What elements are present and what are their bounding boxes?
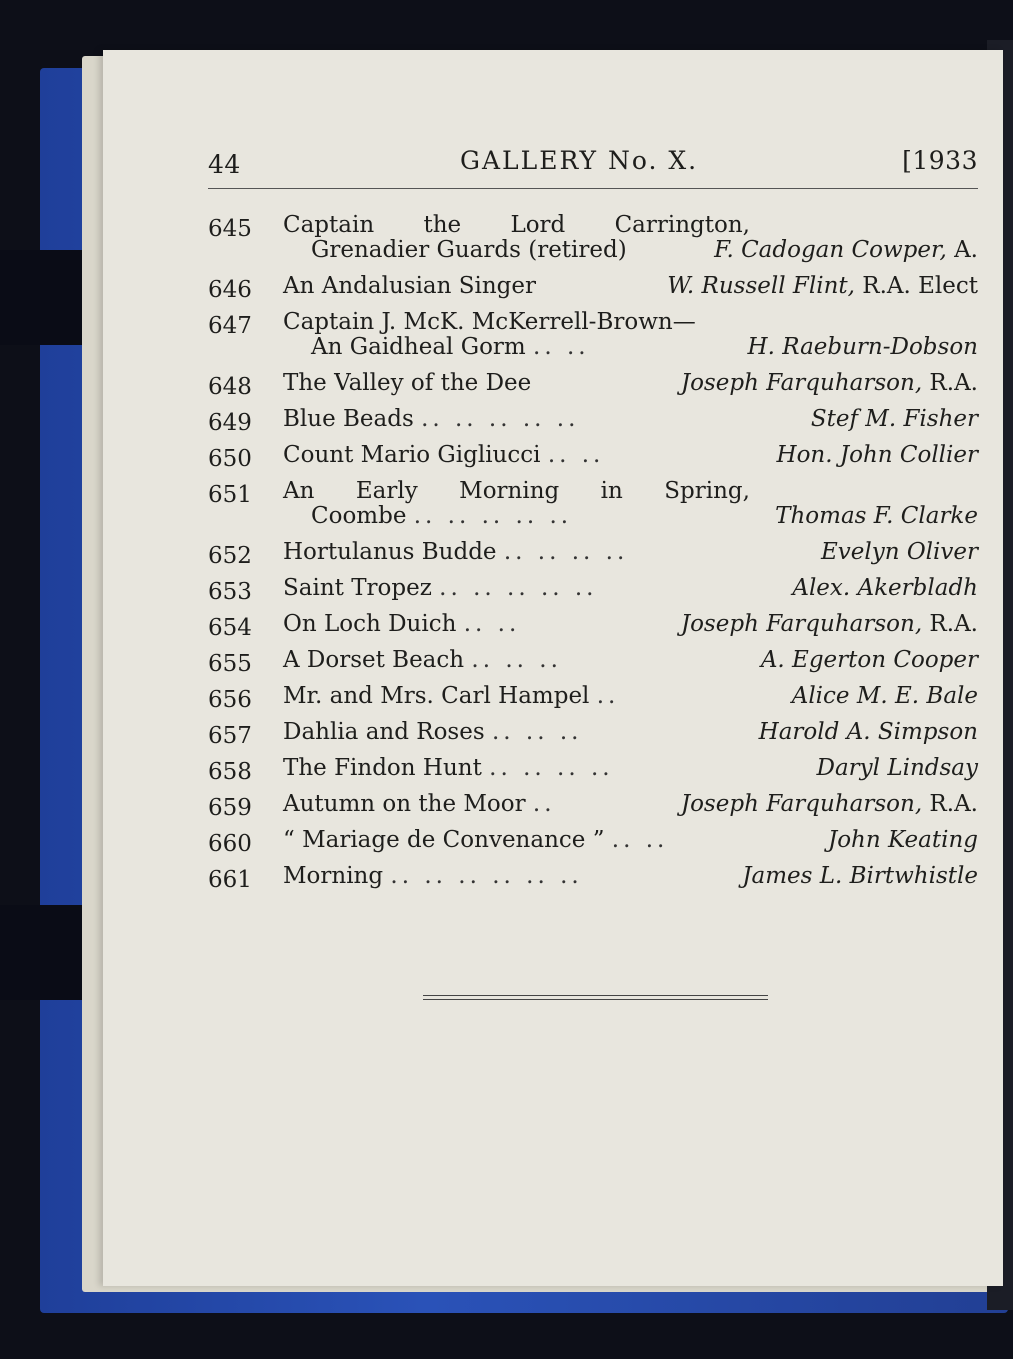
binding-strap-bottom — [0, 905, 92, 1000]
entry-title-line — [208, 684, 978, 709]
entry-number: 655 — [208, 651, 252, 677]
artist-name: John Keating — [827, 827, 978, 853]
entry-title: Hortulanus Budde — [283, 539, 497, 565]
artist-name: W. Russell Flint, — [667, 273, 855, 299]
catalogue-entry — [208, 755, 978, 785]
leader-dots: .. .. .. .. .. .. — [390, 863, 583, 889]
catalogue-entry — [208, 213, 978, 263]
entry-number: 656 — [208, 687, 252, 713]
catalogue-page — [103, 50, 1003, 1286]
leader-dots: .. .. .. — [471, 647, 562, 673]
entry-artist — [748, 335, 978, 360]
entry-title-line — [208, 648, 978, 673]
end-rule — [423, 995, 768, 1000]
entry-title: Saint Tropez — [283, 575, 432, 601]
entry-title: Morning — [283, 863, 384, 889]
catalogue-entry — [208, 370, 978, 400]
artist-name: Alex. Akerbladh — [792, 575, 978, 601]
entry-title: Dahlia and Roses — [283, 719, 485, 745]
artist-name: Joseph Farquharson, — [680, 370, 923, 396]
entry-artist — [777, 443, 978, 468]
entry-title: Captain J. McK. McKerrell-Brown— — [283, 309, 696, 335]
entry-number: 654 — [208, 615, 252, 641]
artist-name: Stef M. Fisher — [810, 406, 978, 432]
entry-artist — [681, 612, 978, 637]
leader-dots: .. .. — [533, 334, 590, 360]
entry-title: A Dorset Beach — [283, 647, 465, 673]
entry-artist — [681, 371, 978, 396]
entry-title: Mr. and Mrs. Carl Hampel — [283, 683, 590, 709]
artist-name: F. Cadogan Cowper, — [714, 237, 947, 263]
entry-number: 652 — [208, 543, 252, 569]
entry-title-line — [208, 828, 978, 853]
entry-title-line — [208, 576, 978, 601]
catalogue-entry — [208, 273, 978, 303]
entry-title: Count Mario Gigliucci — [283, 442, 541, 468]
catalogue-entries — [208, 213, 978, 900]
binding-strap-top — [0, 250, 92, 345]
entry-number: 658 — [208, 759, 252, 785]
entry-title-cont: Grenadier Guards (retired) — [311, 237, 627, 263]
entry-title: The Valley of the Dee — [283, 370, 532, 396]
catalogue-entry — [208, 310, 978, 360]
entry-title-line — [208, 792, 978, 817]
entry-title-word: Spring, — [664, 478, 750, 504]
entry-title-line — [208, 407, 978, 432]
entry-artist — [821, 540, 978, 565]
entry-title-line — [208, 756, 978, 781]
entry-title: “ Mariage de Convenance ” — [283, 827, 605, 853]
catalogue-entry — [208, 575, 978, 605]
catalogue-entry — [208, 539, 978, 569]
entry-number: 661 — [208, 867, 252, 893]
entry-artist — [681, 792, 978, 817]
entry-title-line — [208, 310, 978, 335]
entry-title: An Andalusian Singer — [283, 273, 537, 299]
entry-number: 660 — [208, 831, 252, 857]
leader-dots: .. .. — [611, 827, 669, 853]
entry-title-word: Carrington, — [614, 212, 750, 238]
page-number: 44 — [208, 150, 241, 179]
artist-suffix: R.A. — [922, 791, 978, 817]
entry-artist — [792, 684, 978, 709]
artist-name: A. Egerton Cooper — [760, 647, 978, 673]
entry-artist — [811, 407, 978, 432]
entry-title-line — [208, 213, 978, 238]
entry-title-continuation — [208, 238, 978, 263]
entry-number: 647 — [208, 313, 252, 339]
leader-dots: .. .. .. — [491, 719, 583, 745]
artist-name: Daryl Lindsay — [816, 755, 978, 781]
catalogue-entry — [208, 611, 978, 641]
catalogue-entry — [208, 683, 978, 713]
entry-title: The Findon Hunt — [283, 755, 482, 781]
entry-title-line — [208, 371, 978, 396]
catalogue-entry — [208, 827, 978, 857]
entry-artist — [714, 238, 978, 263]
entry-artist — [667, 274, 978, 299]
entry-artist — [775, 504, 978, 529]
entry-artist — [742, 864, 978, 889]
artist-name: Alice M. E. Bale — [791, 683, 978, 709]
page-header — [208, 146, 978, 179]
catalogue-entry — [208, 406, 978, 436]
artist-name: Harold A. Simpson — [758, 719, 978, 745]
entry-number: 650 — [208, 446, 252, 472]
gallery-title: GALLERY No. X. — [460, 146, 699, 175]
artist-name: James L. Birtwhistle — [742, 863, 978, 889]
entry-title-word: An — [283, 478, 315, 504]
entry-artist — [761, 648, 978, 673]
entry-number: 651 — [208, 482, 252, 508]
artist-suffix: R.A. — [922, 611, 978, 637]
entry-title-line — [208, 540, 978, 565]
entry-number: 649 — [208, 410, 252, 436]
entry-number: 653 — [208, 579, 252, 605]
entry-title-continuation — [208, 504, 978, 529]
entry-title-cont: An Gaidheal Gorm — [311, 334, 526, 360]
artist-name: Joseph Farquharson, — [680, 611, 923, 637]
entry-number: 659 — [208, 795, 252, 821]
catalogue-entry — [208, 479, 978, 529]
leader-dots: .. — [596, 683, 620, 709]
entry-title-line — [208, 443, 978, 468]
artist-name: Evelyn Oliver — [820, 539, 978, 565]
leader-dots: .. .. — [463, 611, 521, 637]
artist-suffix: A. — [946, 237, 978, 263]
entry-title-word: Captain — [283, 212, 375, 238]
entry-number: 645 — [208, 216, 252, 242]
entry-title-line — [208, 864, 978, 889]
entry-title-word: Morning — [459, 478, 560, 504]
catalogue-entry — [208, 719, 978, 749]
artist-name: Joseph Farquharson, — [680, 791, 923, 817]
entry-title-line — [208, 479, 978, 504]
leader-dots: .. — [532, 791, 556, 817]
leader-dots: .. .. .. .. — [503, 539, 629, 565]
artist-name: Hon. John Collier — [776, 442, 978, 468]
artist-suffix: R.A. — [922, 370, 978, 396]
entry-title — [283, 213, 978, 238]
catalogue-entry — [208, 647, 978, 677]
header-rule — [208, 188, 978, 189]
catalogue-entry — [208, 442, 978, 472]
entry-title-line — [208, 612, 978, 637]
entry-title: On Loch Duich — [283, 611, 457, 637]
entry-artist — [817, 756, 978, 781]
artist-name: Thomas F. Clarke — [775, 503, 978, 529]
leader-dots: .. .. .. .. .. — [413, 503, 573, 529]
entry-title-word: Lord — [510, 212, 566, 238]
entry-title-line — [208, 720, 978, 745]
catalogue-year: [1933 — [902, 146, 978, 175]
entry-title: Autumn on the Moor — [283, 791, 526, 817]
leader-dots: .. .. .. .. .. — [421, 406, 580, 432]
entry-artist — [792, 576, 978, 601]
entry-title: Blue Beads — [283, 406, 414, 432]
entry-title-word: in — [600, 478, 623, 504]
entry-artist — [759, 720, 978, 745]
leader-dots: .. .. — [547, 442, 605, 468]
entry-number: 646 — [208, 277, 252, 303]
entry-artist — [828, 828, 978, 853]
artist-name: H. Raeburn-Dobson — [747, 334, 978, 360]
entry-title-word: the — [423, 212, 462, 238]
leader-dots: .. .. .. .. .. — [439, 575, 598, 601]
entry-title-cont: Coombe — [311, 503, 407, 529]
entry-number: 648 — [208, 374, 252, 400]
entry-title-line — [208, 274, 978, 299]
artist-suffix: R.A. Elect — [854, 273, 978, 299]
entry-title-word: Early — [355, 478, 418, 504]
entry-number: 657 — [208, 723, 252, 749]
entry-title — [283, 479, 978, 504]
catalogue-entry — [208, 863, 978, 893]
catalogue-entry — [208, 791, 978, 821]
leader-dots: .. .. .. .. — [489, 755, 614, 781]
entry-title-continuation — [208, 335, 978, 360]
